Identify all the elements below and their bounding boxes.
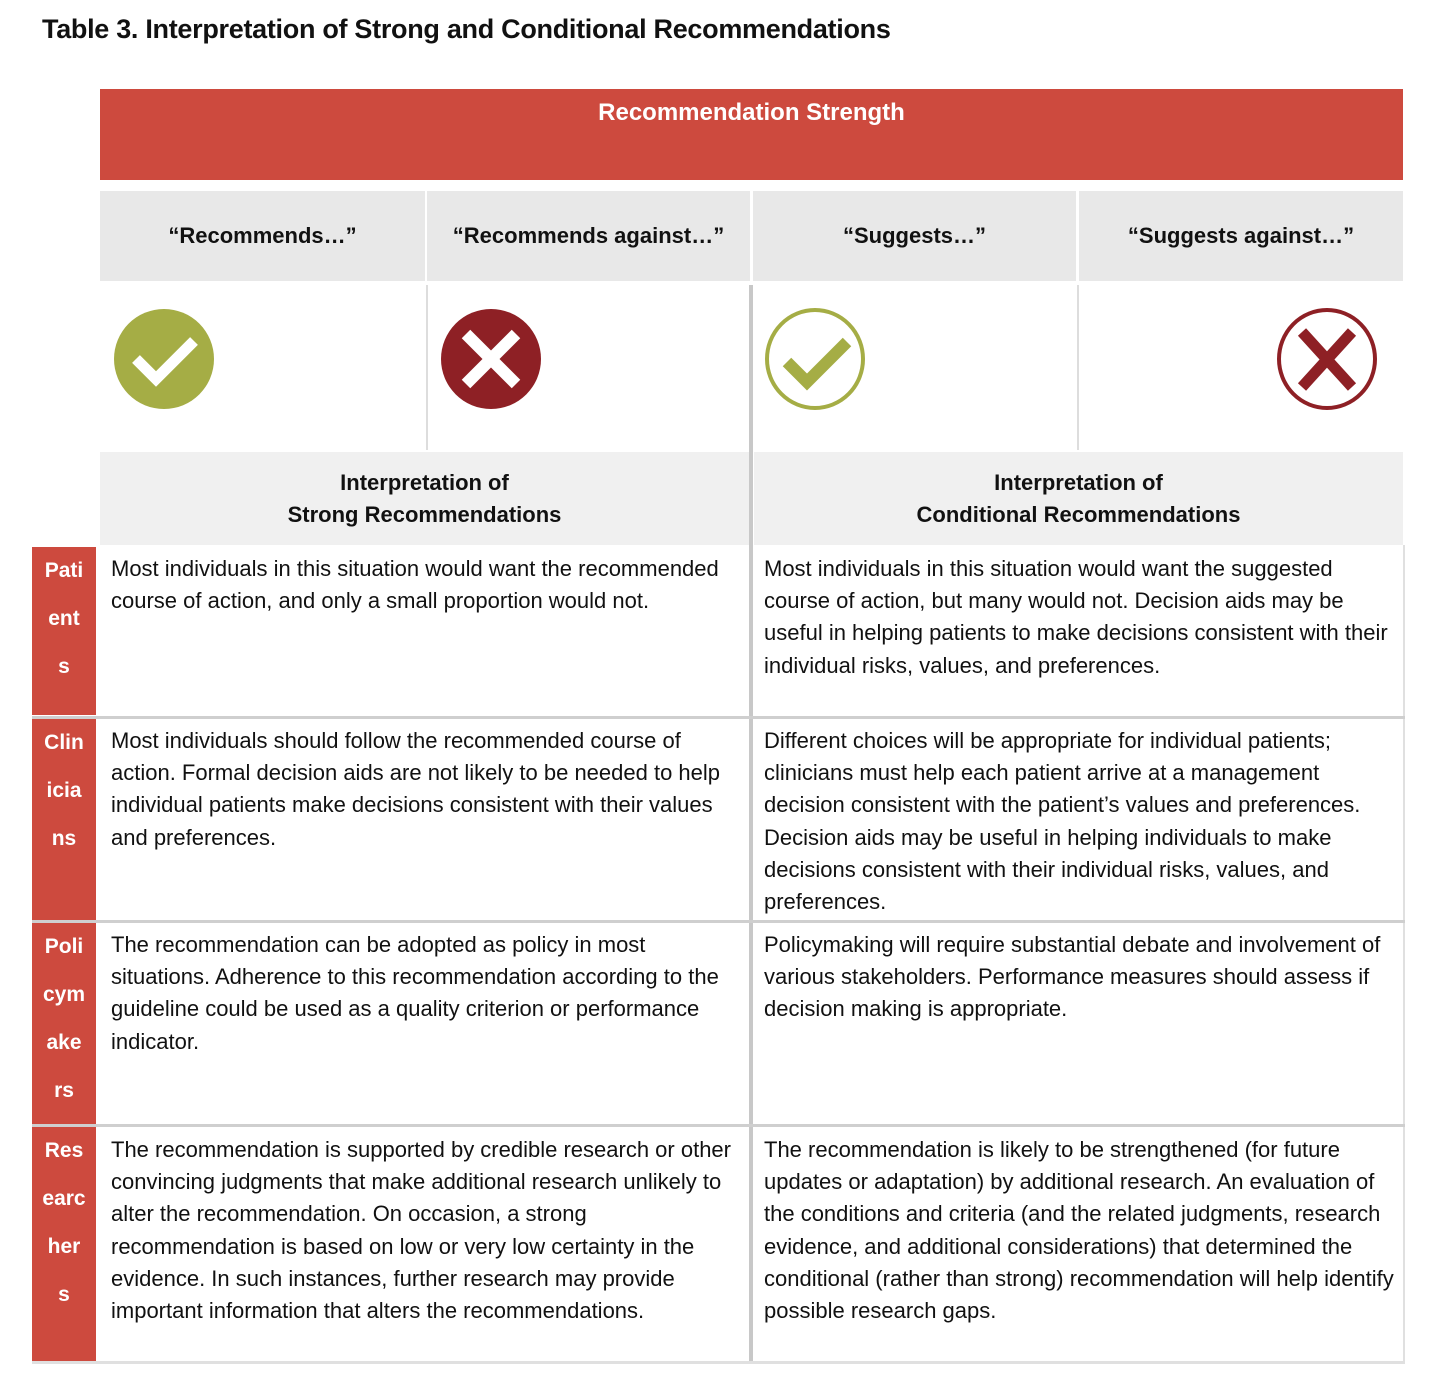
icon-cell-recommends-against bbox=[426, 285, 750, 450]
interpretation-strong-line2: Strong Recommendations bbox=[287, 501, 562, 527]
row-label-researchers bbox=[32, 1127, 96, 1362]
row-label-patients bbox=[32, 547, 96, 715]
row-label-part: cym bbox=[42, 983, 86, 1006]
column-header-recommends: “Recommends…” bbox=[100, 191, 425, 281]
researchers-conditional-text: The recommendation is likely to be strengthened (for future updates or adaptation) by additional research. An evaluation of the conditions and criteria (and the related judgments, research evidence, and additional considerations) that determined the conditional (rather than strong) recommendation will help identify possible research gaps. bbox=[764, 1137, 1394, 1324]
interpretation-header-strong bbox=[100, 452, 749, 545]
x-circle-filled-icon bbox=[441, 307, 545, 411]
row-divider bbox=[32, 920, 1405, 923]
clinicians-conditional-text: Different choices will be appropriate for individual patients; clinicians must help each patient arrive at a management decision consistent with the patient’s values and preferences. Decision aids may be useful in helping individuals to make decisions consistent with their individual risks, values, and preferences. bbox=[764, 728, 1361, 915]
patients-strong-text: Most individuals in this situation would want the recommended course of action, and only a small proportion would not. bbox=[111, 556, 719, 614]
row-label-part: earc bbox=[42, 1187, 86, 1210]
row-divider bbox=[32, 1124, 1405, 1127]
table-title: Table 3. Interpretation of Strong and Conditional Recommendations bbox=[42, 14, 891, 44]
interpretation-header-conditional bbox=[754, 452, 1403, 545]
clinicians-strong-text: Most individuals should follow the recommended course of action. Formal decision aids are not likely to be needed to help individual patients make decisions consistent with their values and preferences. bbox=[111, 728, 721, 850]
row-label-part: Poli bbox=[44, 935, 84, 958]
icon-cell-recommends bbox=[100, 285, 426, 450]
row-label-part: ake bbox=[46, 1031, 82, 1054]
row-label-part: s bbox=[58, 655, 70, 678]
row-label-part: rs bbox=[54, 1079, 74, 1102]
check-circle-filled-icon bbox=[114, 307, 218, 411]
row-divider bbox=[32, 716, 1405, 719]
policymakers-conditional-text: Policymaking will require substantial debate and involvement of various stakeholders. Performance measures should assess if decision making is appropriate. bbox=[764, 932, 1381, 1022]
band-label: Recommendation Strength bbox=[598, 99, 905, 126]
policymakers-strong-text: The recommendation can be adopted as policy in most situations. Adherence to this recommendation according to the guideline could be used as a quality criterion or performance indicator. bbox=[111, 932, 719, 1054]
row-label-part: Res bbox=[44, 1139, 84, 1162]
row-label-part: Clin bbox=[44, 731, 84, 754]
interpretation-conditional-line1: Interpretation of bbox=[994, 469, 1163, 495]
row-label-clinicians bbox=[32, 719, 96, 920]
interpretation-conditional-line2: Conditional Recommendations bbox=[916, 501, 1241, 527]
column-header-suggests-against: “Suggests against…” bbox=[1079, 191, 1403, 281]
icon-cell-suggests bbox=[753, 285, 1077, 450]
x-circle-outline-icon bbox=[1275, 307, 1379, 411]
researchers-strong-text: The recommendation is supported by credible research or other convincing judgments that make additional research unlikely to alter the recommendation. On occasion, a strong recommendation is based on low or very low certainty in the evidence. In such instances, further research may provide important information that alters the recommendations. bbox=[111, 1137, 731, 1324]
interpretation-strong-line1: Interpretation of bbox=[340, 469, 509, 495]
row-label-policymakers bbox=[32, 923, 96, 1124]
column-header-suggests: “Suggests…” bbox=[753, 191, 1076, 281]
row-label-part: icia bbox=[46, 779, 82, 802]
column-divider bbox=[749, 285, 753, 1363]
right-border bbox=[1403, 545, 1405, 1363]
patients-conditional-text: Most individuals in this situation would want the suggested course of action, but many would not. Decision aids may be useful in helping patients to make decisions consistent with their individual risks, values, and preferences. bbox=[764, 556, 1388, 678]
column-header-recommends-against: “Recommends against…” bbox=[427, 191, 750, 281]
row-label-part: her bbox=[47, 1235, 81, 1258]
icon-cell-suggests-against bbox=[1077, 285, 1403, 450]
row-label-part: ns bbox=[51, 827, 77, 850]
recommendation-strength-header bbox=[100, 89, 1403, 180]
check-circle-outline-icon bbox=[763, 307, 867, 411]
row-label-part: s bbox=[58, 1283, 70, 1306]
row-label-part: ent bbox=[48, 607, 80, 630]
row-label-part: Pati bbox=[44, 559, 84, 582]
table-bottom-border bbox=[32, 1361, 1405, 1364]
